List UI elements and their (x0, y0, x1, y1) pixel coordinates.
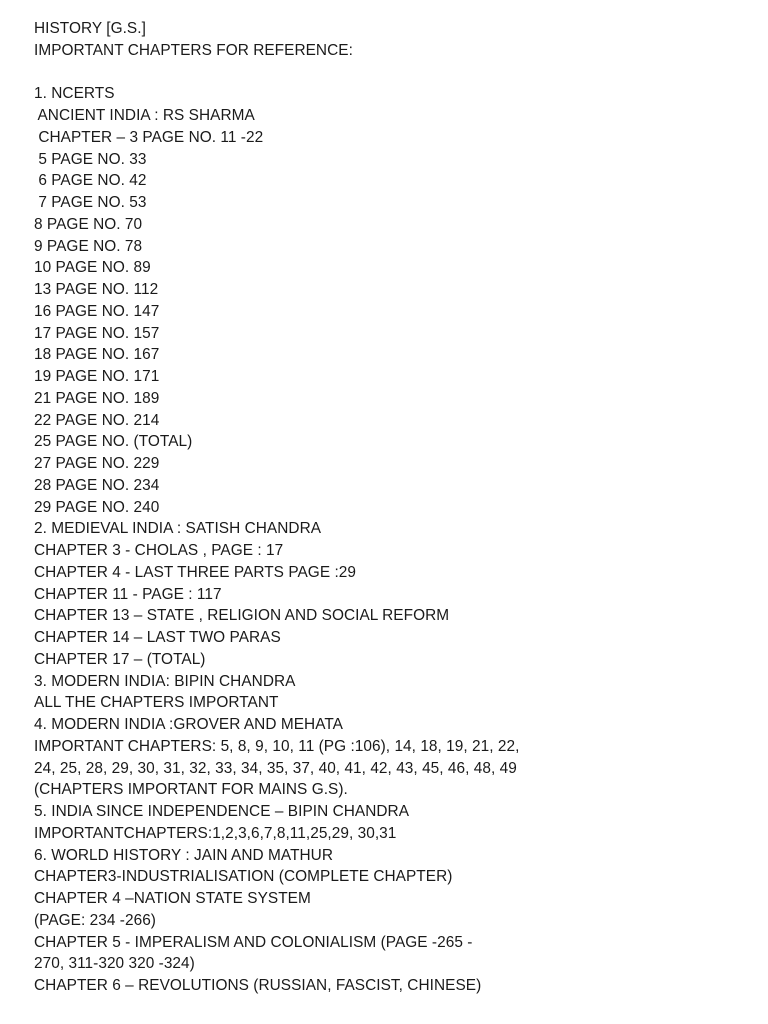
document-line: 6 PAGE NO. 42 (34, 172, 147, 190)
document-line: 27 PAGE NO. 229 (34, 455, 160, 472)
document-line: CHAPTER 13 – STATE , RELIGION AND SOCIAL REFORM (34, 607, 450, 625)
document-line: (CHAPTERS IMPORTANT FOR MAINS G.S). (34, 781, 348, 799)
document-line: 19 PAGE NO. 171 (34, 368, 160, 385)
document-line: CHAPTER – 3 PAGE NO. 11 -22 (34, 128, 264, 146)
document-line: 28 PAGE NO. 234 (34, 476, 160, 494)
document-line: IMPORTANT CHAPTERS: 5, 8, 9, 10, 11 (PG :106), 14, 18, 19, 21, 22, (34, 737, 520, 755)
document-line: ANCIENT INDIA : RS SHARMA (34, 107, 255, 124)
document-line: 17 PAGE NO. 157 (34, 324, 160, 342)
document-line: 21 PAGE NO. 189 (34, 389, 160, 407)
document-line: 1. NCERTS (34, 85, 115, 103)
document-line: 8 PAGE NO. 70 (34, 215, 143, 233)
document-line: CHAPTER3-INDUSTRIALISATION (COMPLETE CHAPTER) (34, 868, 453, 886)
document-line: 22 PAGE NO. 214 (34, 411, 160, 429)
document-line: 25 PAGE NO. (TOTAL) (34, 433, 193, 451)
document-line: CHAPTER 11 - PAGE : 117 (34, 585, 222, 603)
document-line: CHAPTER 4 –NATION STATE SYSTEM (34, 890, 311, 907)
blank-line (34, 62, 754, 84)
document-line: ALL THE CHAPTERS IMPORTANT (34, 694, 279, 712)
document-line: 5. INDIA SINCE INDEPENDENCE – BIPIN CHANDRA (34, 803, 410, 820)
document-line: (PAGE: 234 -266) (34, 911, 156, 929)
document-line: 18 PAGE NO. 167 (34, 346, 160, 364)
document-line: CHAPTER 5 - IMPERALISM AND COLONIALISM (PAGE -265 - (34, 933, 473, 951)
document-line: 270, 311-320 320 -324) (34, 955, 195, 973)
document-line: 3. MODERN INDIA: BIPIN CHANDRA (34, 672, 296, 690)
document-line: 4. MODERN INDIA :GROVER AND MEHATA (34, 716, 343, 733)
document-line: 7 PAGE NO. 53 (34, 194, 147, 211)
document-line: 24, 25, 28, 29, 30, 31, 32, 33, 34, 35, 37, 40, 41, 42, 43, 45, 46, 48, 49 (34, 759, 517, 777)
document-line: 16 PAGE NO. 147 (34, 302, 160, 320)
document-line: CHAPTER 17 – (TOTAL) (34, 650, 206, 668)
document-line: 13 PAGE NO. 112 (34, 281, 159, 298)
document-line: IMPORTANT CHAPTERS FOR REFERENCE: (34, 41, 353, 59)
document-text (34, 18, 754, 997)
document-line: CHAPTER 14 – LAST TWO PARAS (34, 629, 281, 646)
document-line: 10 PAGE NO. 89 (34, 259, 151, 277)
document-line: CHAPTER 6 – REVOLUTIONS (RUSSIAN, FASCIST, CHINESE) (34, 977, 482, 994)
document-line: CHAPTER 3 - CHOLAS , PAGE : 17 (34, 542, 284, 559)
document-line: 9 PAGE NO. 78 (34, 237, 143, 255)
document-line: IMPORTANTCHAPTERS:1,2,3,6,7,8,11,25,29, 30,31 (34, 824, 397, 842)
document-line: 29 PAGE NO. 240 (34, 498, 160, 516)
document-line: 6. WORLD HISTORY : JAIN AND MATHUR (34, 846, 334, 864)
document-line: CHAPTER 4 - LAST THREE PARTS PAGE :29 (34, 563, 357, 581)
document-line: 5 PAGE NO. 33 (34, 150, 147, 168)
document-line: 2. MEDIEVAL INDIA : SATISH CHANDRA (34, 520, 322, 538)
document-line: HISTORY [G.S.] (34, 20, 146, 37)
